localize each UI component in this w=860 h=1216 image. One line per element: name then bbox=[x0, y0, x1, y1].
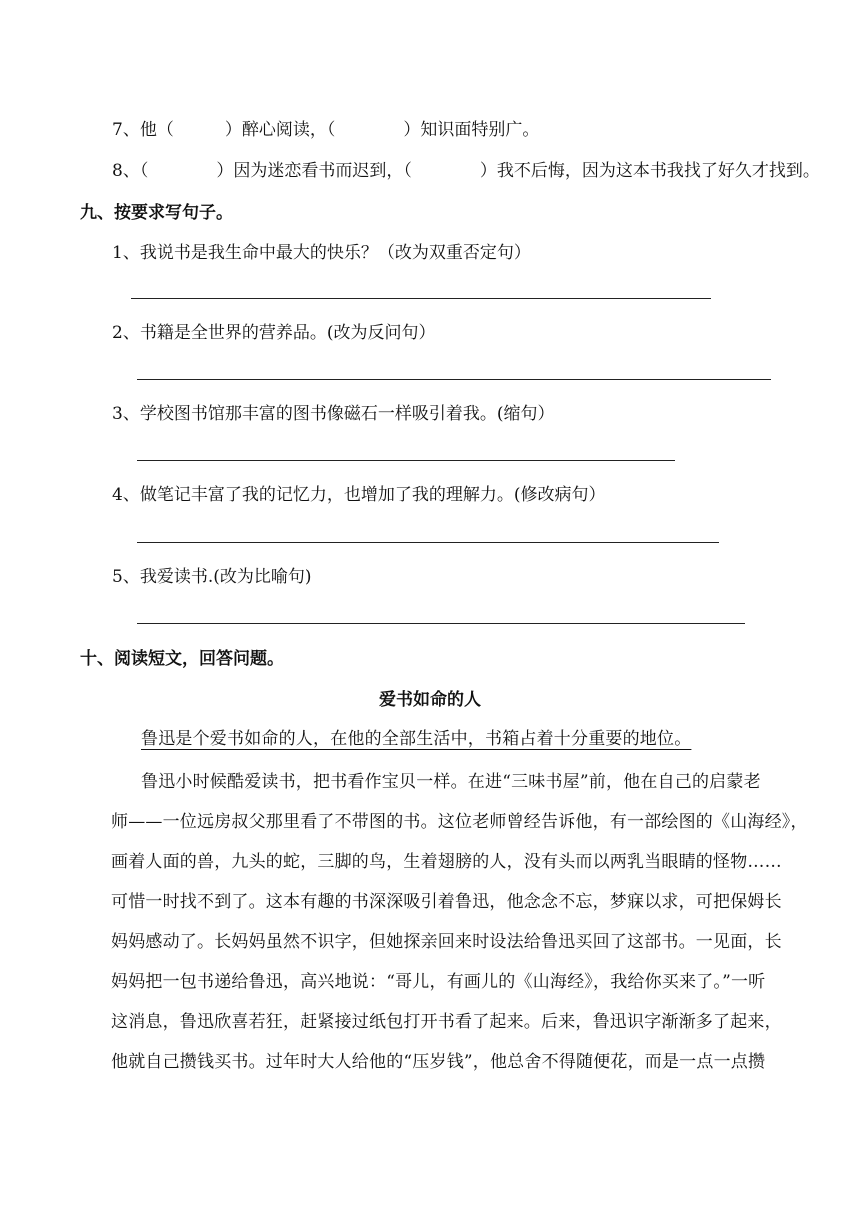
section-9-item-3: 3、学校图书馆那丰富的图书像磁石一样吸引着我。(缩句） bbox=[112, 404, 555, 424]
passage-line-2: 师——一位远房叔父那里看了不带图的书。这位老师曾经告诉他，有一部绘图的《山海经》， bbox=[111, 812, 808, 832]
section-9-heading: 九、按要求写句子。 bbox=[80, 203, 233, 223]
passage-line-1: 鲁迅小时候酷爱读书，把书看作宝贝一样。在进“三味书屋”前，他在自己的启蒙老 bbox=[141, 772, 761, 792]
passage-line-6: 妈妈把一包书递给鲁迅，高兴地说：“哥儿，有画儿的《山海经》，我给你买来了。”一听 bbox=[111, 972, 766, 992]
passage-line-3: 画着人面的兽，九头的蛇，三脚的鸟，生着翅膀的人，没有头而以两乳当眼睛的怪物…… bbox=[111, 852, 782, 872]
section-9-item-2: 2、书籍是全世界的营养品。(改为反问句） bbox=[112, 323, 436, 343]
section-9-item-4: 4、做笔记丰富了我的记忆力，也增加了我的理解力。(修改病句） bbox=[112, 485, 606, 505]
answer-line-1[interactable] bbox=[131, 298, 711, 299]
passage-line-5: 妈妈感动了。长妈妈虽然不识字，但她探亲回来时设法给鲁迅买回了这部书。一见面，长 bbox=[111, 932, 782, 952]
answer-line-2[interactable] bbox=[137, 379, 771, 380]
passage-line-8: 他就自己攒钱买书。过年时大人给他的“压岁钱”，他总舍不得随便花，而是一点一点攒 bbox=[111, 1052, 766, 1072]
answer-line-5[interactable] bbox=[137, 623, 745, 624]
section-9-item-5: 5、我爱读书.(改为比喻句) bbox=[112, 567, 312, 587]
passage-line-7: 这消息，鲁迅欣喜若狂，赶紧接过纸包打开书看了起来。后来，鲁迅识字渐渐多了起来， bbox=[111, 1012, 782, 1032]
answer-line-3[interactable] bbox=[137, 460, 675, 461]
answer-line-4[interactable] bbox=[137, 542, 719, 543]
section-10-heading: 十、阅读短文，回答问题。 bbox=[80, 649, 284, 669]
fill-item-8: 8、（ ）因为迷恋看书而迟到，（ ）我不后悔，因为这本书我找了好久才找到。 bbox=[112, 161, 820, 181]
passage-first-sentence: 鲁迅是个爱书如命的人，在他的全部生活中，书箱占着十分重要的地位。 bbox=[141, 729, 692, 749]
passage-line-4: 可惜一时找不到了。这本有趣的书深深吸引着鲁迅，他念念不忘，梦寐以求，可把保姆长 bbox=[111, 892, 782, 912]
section-9-item-1: 1、我说书是我生命中最大的快乐？（改为双重否定句） bbox=[112, 243, 531, 263]
passage-title: 爱书如命的人 bbox=[379, 690, 481, 710]
fill-item-7: 7、他（ ）醉心阅读，（ ）知识面特别广。 bbox=[112, 120, 540, 140]
